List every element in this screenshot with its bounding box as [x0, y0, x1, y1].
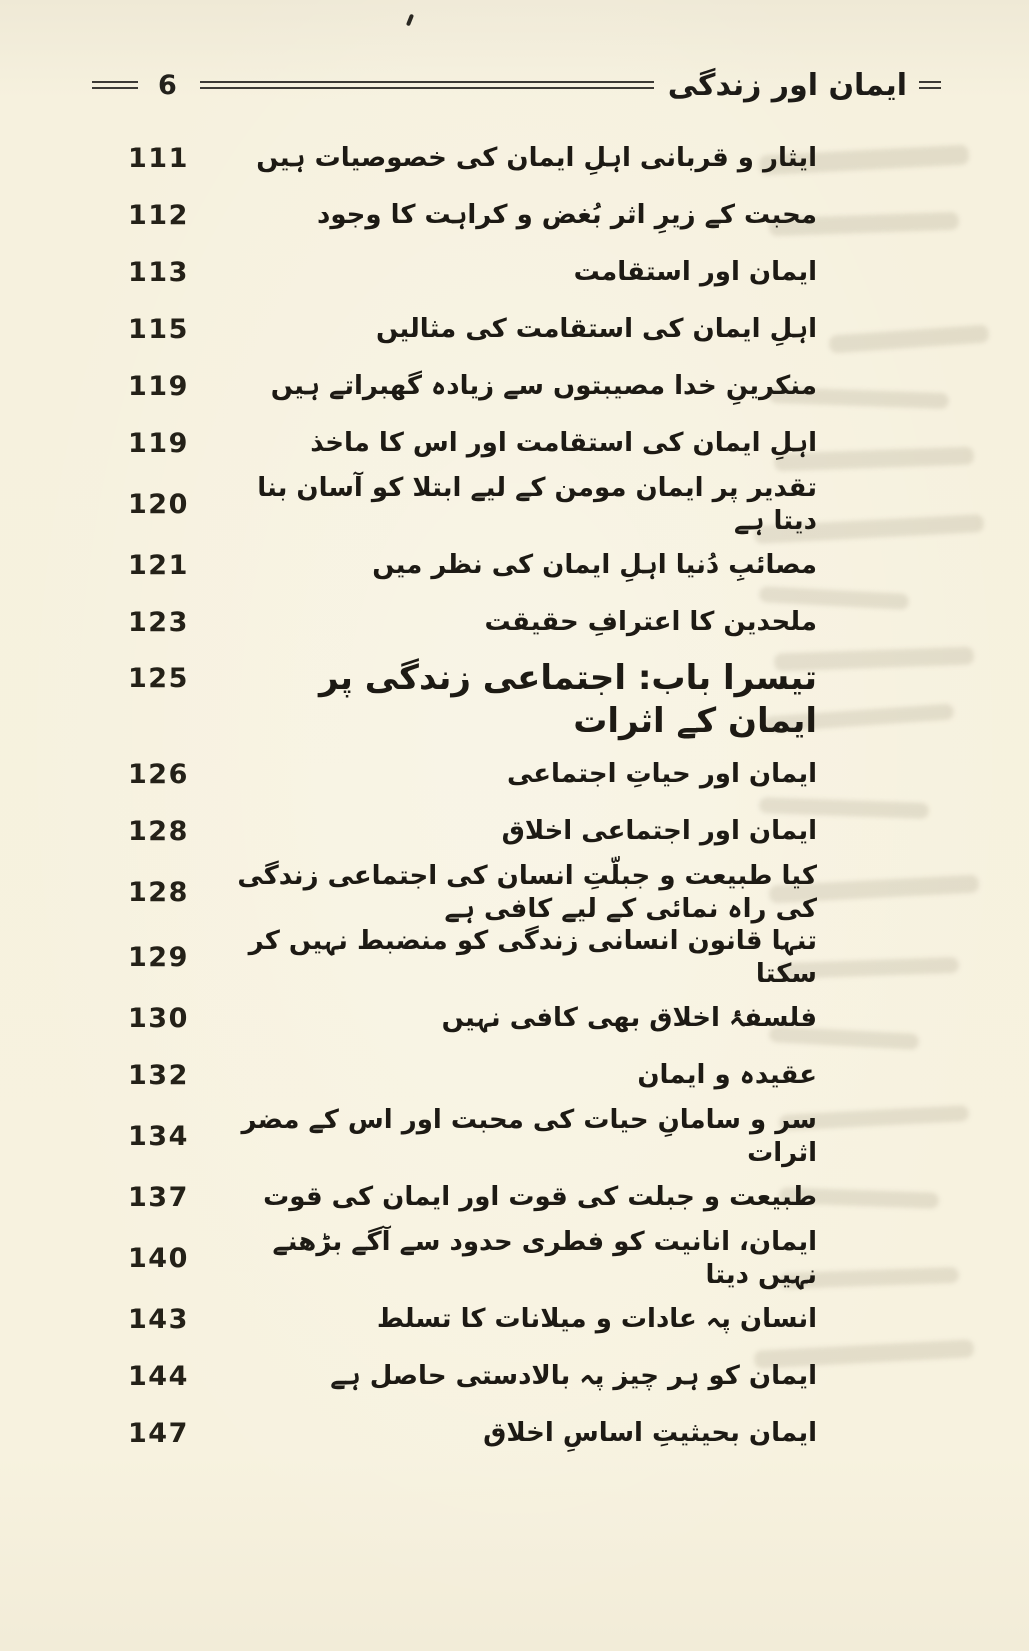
- toc-title: مصائبِ دُنیا اہلِ ایمان کی نظر میں: [372, 550, 817, 581]
- toc-title: اہلِ ایمان کی استقامت کی مثالیں: [376, 314, 817, 345]
- header-rule-right: [919, 81, 941, 89]
- toc-title: عقیدہ و ایمان: [637, 1060, 817, 1091]
- toc-chapter-heading-row: [0, 657, 1029, 742]
- header-rule-mid: [200, 81, 654, 89]
- toc-page-number: 140: [128, 1243, 189, 1274]
- toc-row: [0, 130, 1029, 187]
- toc-page-number: 147: [128, 1418, 189, 1449]
- toc-title: محبت کے زیرِ اثر بُغض و کراہت کا وجود: [317, 200, 817, 231]
- toc-row: [0, 1348, 1029, 1405]
- toc-row: [0, 1226, 1029, 1291]
- toc-chapter-title: تیسرا باب: اجتماعی زندگی پر ایمان کے اثرات: [319, 658, 817, 741]
- toc-row: [0, 187, 1029, 244]
- book-title: ایمان اور زندگی: [667, 67, 907, 103]
- toc-row: [0, 746, 1029, 803]
- toc-page-number: 143: [128, 1304, 189, 1335]
- toc-title: ایمان کو ہر چیز پہ بالادستی حاصل ہے: [330, 1361, 817, 1392]
- toc-title: انسان پہ عادات و میلانات کا تسلط: [376, 1304, 817, 1335]
- toc-page-number: 125: [128, 663, 189, 694]
- toc-page-number: 132: [128, 1060, 189, 1091]
- toc-title: فلسفۂ اخلاق بھی کافی نہیں: [441, 1003, 817, 1034]
- toc-page-number: 144: [128, 1361, 189, 1392]
- toc-row: [0, 925, 1029, 990]
- toc-page-number: 112: [128, 200, 189, 231]
- toc-row: [0, 860, 1029, 925]
- toc-title: اہلِ ایمان کی استقامت اور اس کا ماخذ: [310, 428, 817, 459]
- toc-page-number: 120: [128, 489, 189, 520]
- toc-row: [0, 803, 1029, 860]
- toc-row: [0, 594, 1029, 651]
- toc-title: تنہا قانون انسانی زندگی کو منضبط نہیں کر سکتا: [248, 926, 817, 989]
- toc-row: [0, 1405, 1029, 1462]
- toc-title: تقدیر پر ایمان مومن کے لیے ابتلا کو آسان بنا دیتا ہے: [257, 473, 817, 536]
- toc-row: [0, 358, 1029, 415]
- toc-row: [0, 472, 1029, 537]
- toc-title: طبیعت و جبلت کی قوت اور ایمان کی قوت: [263, 1182, 817, 1213]
- toc-page-number: 129: [128, 942, 189, 973]
- toc-page-number: 137: [128, 1182, 189, 1213]
- toc-row: [0, 1291, 1029, 1348]
- toc-row: [0, 1104, 1029, 1169]
- toc-title: منکرینِ خدا مصیبتوں سے زیادہ گھبراتے ہیں: [270, 371, 817, 402]
- toc-page-number: 130: [128, 1003, 189, 1034]
- toc-page-number: 111: [128, 143, 189, 174]
- page-header: [92, 62, 941, 108]
- toc-row: [0, 1047, 1029, 1104]
- toc-title: ایمان اور حیاتِ اجتماعی: [506, 759, 817, 790]
- toc-page-number: 119: [128, 428, 189, 459]
- toc-row: [0, 990, 1029, 1047]
- toc-title: کیا طبیعت و جبلّتِ انسان کی اجتماعی زندگی کی راہ نمائی کے لیے کافی ہے: [237, 861, 817, 924]
- toc-row: [0, 415, 1029, 472]
- toc-row: [0, 244, 1029, 301]
- table-of-contents: [0, 130, 1029, 1462]
- toc-title: ایثار و قربانی اہلِ ایمان کی خصوصیات ہیں: [256, 143, 817, 174]
- toc-page-number: 128: [128, 877, 189, 908]
- toc-row: [0, 537, 1029, 594]
- toc-row: [0, 301, 1029, 358]
- toc-page-number: 119: [128, 371, 189, 402]
- toc-page-number: 123: [128, 607, 189, 638]
- toc-page-number: 121: [128, 550, 189, 581]
- toc-page-number: 126: [128, 759, 189, 790]
- toc-title: ملحدین کا اعترافِ حقیقت: [484, 607, 817, 638]
- toc-page-number: 128: [128, 816, 189, 847]
- toc-title: ایمان، انانیت کو فطری حدود سے آگے بڑھنے نہیں دیتا: [272, 1227, 817, 1290]
- scan-speck: [406, 14, 414, 27]
- toc-page-number: 134: [128, 1121, 189, 1152]
- toc-page-number: 113: [128, 257, 189, 288]
- toc-page-number: 115: [128, 314, 189, 345]
- toc-title: ایمان اور استقامت: [573, 257, 817, 288]
- folio-page-number: 6: [158, 69, 178, 101]
- header-rule-left: [92, 81, 138, 89]
- toc-title: سر و سامانِ حیات کی محبت اور اس کے مضر اثرات: [241, 1105, 817, 1168]
- toc-row: [0, 1169, 1029, 1226]
- toc-title: ایمان اور اجتماعی اخلاق: [501, 816, 817, 847]
- toc-title: ایمان بحیثیتِ اساسِ اخلاق: [483, 1418, 817, 1449]
